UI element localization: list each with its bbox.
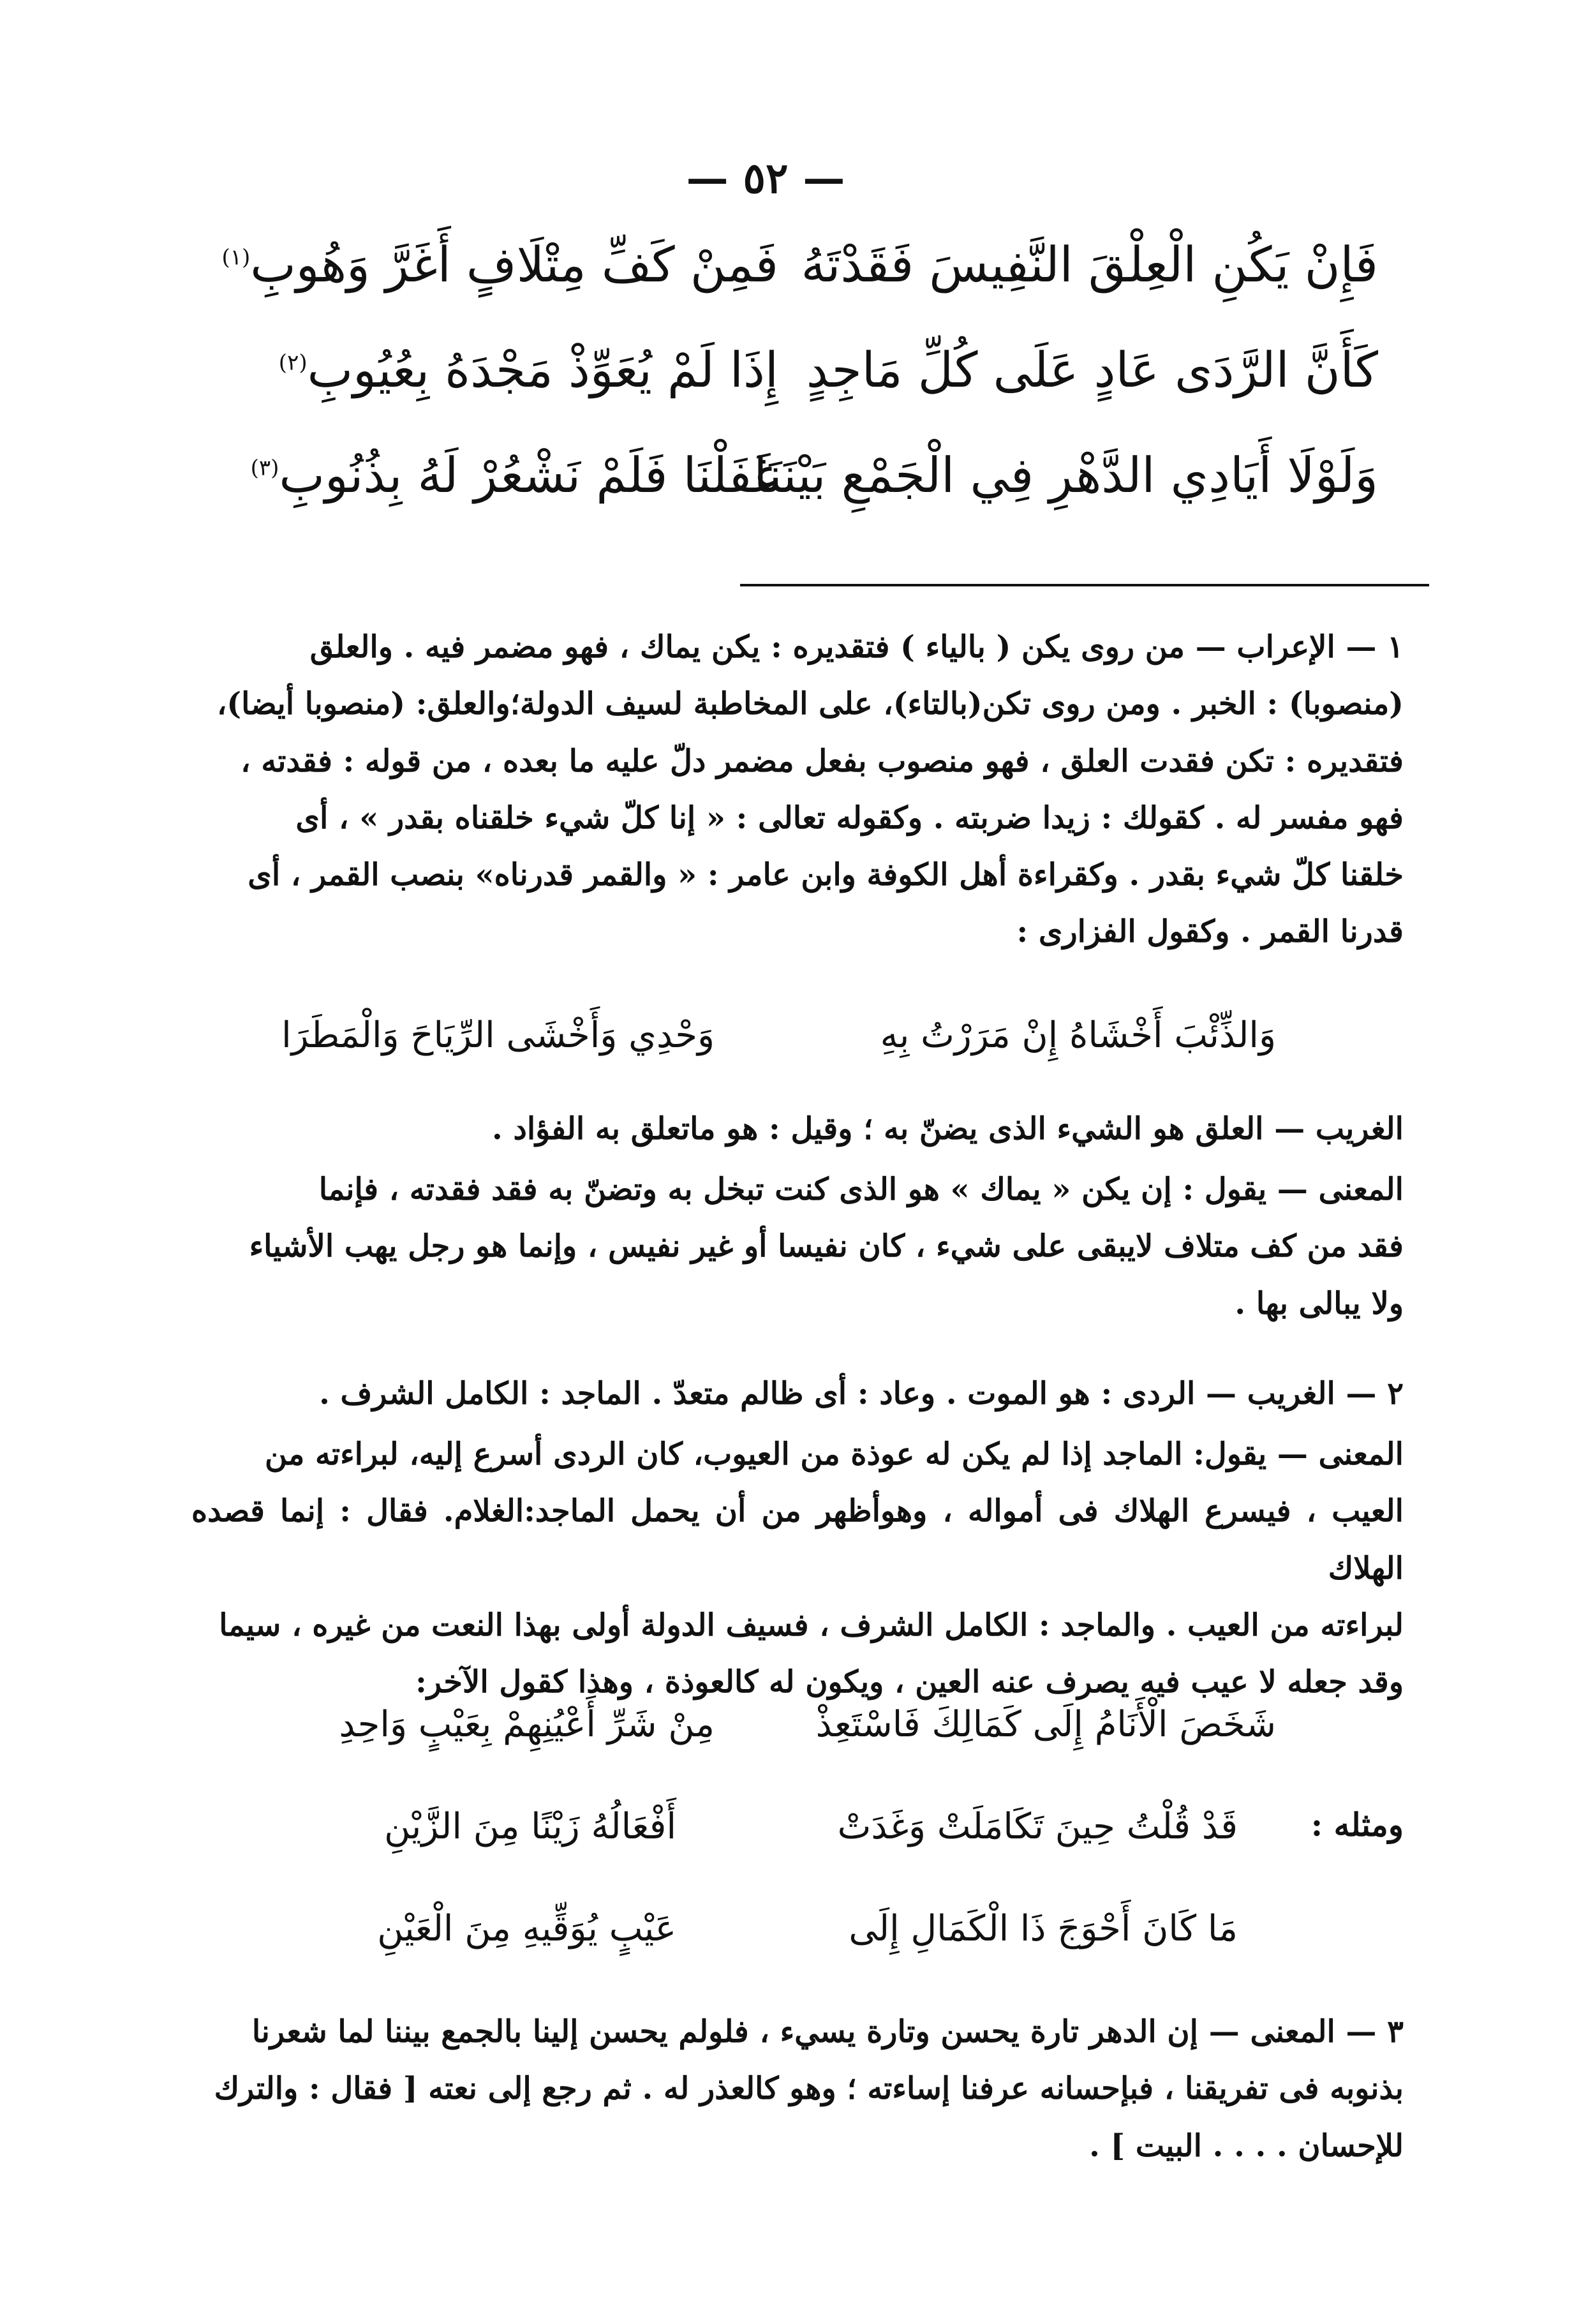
fazari-verse	[281, 1015, 1276, 1078]
text-line: العيب ، فيسرع الهلاك فى أمواله ، وهوأظهر من أن يحمل الماجد:الغلام. فقال : إنما قصده الهلاك	[191, 1493, 1404, 1586]
note-1-maana	[191, 1161, 1404, 1332]
text-line: للإحسان . . . . البيت ] .	[1089, 2127, 1404, 2164]
text-line: خلقنا كلّ شيء بقدر . وكقراءة أهل الكوفة وابن عامر : « والقمر قدرناه» بنصب القمر ، أى	[248, 857, 1404, 893]
footnote-marker: (٣)	[250, 455, 279, 481]
hemistich-second: أَفْعَالُهُ زَيْنًا مِنَ الزَّيْنِ	[384, 1806, 676, 1847]
footnote-marker: (١)	[221, 244, 251, 271]
poem-block	[191, 236, 1416, 555]
note-2-gharib	[191, 1366, 1404, 1422]
page-number: — ٥٢ —	[686, 153, 845, 203]
text-line: بذنوبه فى تفريقنا ، فبإحسانه عرفنا إساءته ؛ وهو كالعذر له . ثم رجع إلى نعته [ فقال : والترك	[214, 2071, 1404, 2107]
note-1-gharib	[191, 1101, 1404, 1158]
hemistich-second: مِنْ شَرِّ أَعْيُنِهِمْ بِعَيْبٍ وَاحِدِ	[339, 1704, 715, 1745]
poem-verse-1	[191, 236, 1416, 332]
quoted-verse	[319, 1806, 1238, 1902]
hemistich-second: إِذَا لَمْ يُعَوِّذْ مَجْدَهُ بِعُيُوبِ$^{(٢)}$	[278, 341, 778, 398]
text-line: المعنى — يقول: الماجد إذا لم يكن له عوذة من العيوب، كان الردى أسرع إليه، لبراءته من	[265, 1436, 1404, 1472]
text-line: ٣ — المعنى — إن الدهر تارة يحسن وتارة يسيء ، فلولم يحسن إلينا بالجمع بيننا لما شعرنا	[251, 2014, 1404, 2050]
text-line: قدرنا القمر . وكقول الفزارى :	[1016, 914, 1404, 950]
note-3-text	[191, 2004, 1404, 2175]
hemistich-first: قَدْ قُلْتُ حِينَ تَكَامَلَتْ وَغَدَتْ	[837, 1806, 1238, 1847]
text-line: ولا يبالى بها .	[1235, 1285, 1404, 1322]
hemistich-second: فَمِنْ كَفِّ مِتْلَافٍ أَغَرَّ وَهُوبِ$^{(١)}$	[221, 236, 778, 293]
text-line: فتقديره : تكن فقدت العلق ، فهو منصوب بفعل مضمر دلّ عليه ما بعده ، من قوله : فقدته ،	[241, 743, 1404, 779]
poem-verse-3	[191, 447, 1416, 542]
hemistich-second: غَفَلْنَا فَلَمْ نَشْعُرْ لَهُ بِذُنُوبِ$^{(٣)}$	[250, 447, 778, 503]
text-line: ١ — الإعراب — من روى يكن ( بالياء ) فتقديره : يكن يماك ، فهو مضمر فيه . والعلق	[309, 629, 1404, 665]
text-line: وقد جعله لا عيب فيه يصرف عنه العين ، ويكون له كالعوذة ، وهذا كقول الآخر:	[415, 1664, 1404, 1701]
text-line: المعنى — يقول : إن يكن « يماك » هو الذى كنت تبخل به وتضنّ به فقد فقدته ، فإنما	[318, 1172, 1404, 1207]
footnote-separator	[740, 584, 1429, 586]
hemistich-first: شَخَصَ الْأَنَامُ إِلَى كَمَالِكَ فَاسْتَعِذْ	[815, 1704, 1276, 1745]
hemistich-first: مَا كَانَ أَحْوَجَ ذَا الْكَمَالِ إِلَى	[849, 1908, 1238, 1949]
hemistich-first: وَالذِّئْبَ أَخْشَاهُ إِنْ مَرَرْتُ بِهِ	[880, 1015, 1276, 1056]
note-1-text	[191, 619, 1404, 961]
poem-verse-2	[191, 341, 1416, 437]
note-2-maana	[191, 1426, 1404, 1711]
text-line: الغريب — العلق هو الشيء الذى يضنّ به ؛ وقيل : هو ماتعلق به الفؤاد .	[492, 1111, 1404, 1147]
hemistich-second: عَيْبٍ يُوَقِّيهِ مِنَ الْعَيْنِ	[377, 1908, 676, 1949]
mithluh-block	[191, 1806, 1404, 1978]
hemistich-first: وَلَوْلَا أَيَادِي الدَّهْرِ فِي الْجَمْعِ بَيْنَنَا	[753, 447, 1378, 503]
hemistich-first: كَأَنَّ الرَّدَى عَادٍ عَلَى كُلِّ مَاجِدٍ	[806, 341, 1378, 398]
quoted-verse	[281, 1015, 1276, 1110]
text-line: فقد من كف متلاف لايبقى على شيء ، كان نفيسا أو غير نفيس ، وإنما هو رجل يهب الأشياء	[249, 1228, 1404, 1265]
text-line: لبراءته من العيب . والماجد : الكامل الشرف ، فسيف الدولة أولى بهذا النعت من غيره ، سيما	[219, 1607, 1404, 1643]
text-line: ٢ — الغريب — الردى : هو الموت . وعاد : أى ظالم متعدّ . الماجد : الكامل الشرف .	[319, 1376, 1404, 1412]
text-line: فهو مفسر له . كقولك : زيدا ضربته . وكقوله تعالى : « إنا كلّ شيء خلقناه بقدر » ، أى	[295, 800, 1404, 836]
footnote-marker: (٢)	[278, 350, 308, 376]
hemistich-first: فَإِنْ يَكُنِ الْعِلْقَ النَّفِيسَ فَقَدْتَهُ	[801, 236, 1378, 293]
hemistich-second: وَحْدِي وَأَخْشَى الرِّيَاحَ وَالْمَطَرَا	[281, 1015, 715, 1056]
other-verse	[339, 1704, 1276, 1768]
text-line: (منصوبا) : الخبر . ومن روى تكن(بالتاء)، على المخاطبة لسيف الدولة؛والعلق: (منصوبا أيضا)،	[216, 686, 1404, 722]
quoted-verse	[339, 1704, 1276, 1799]
mithluh-label: ومثله :	[1310, 1806, 1404, 1844]
quoted-verse	[319, 1908, 1238, 2004]
